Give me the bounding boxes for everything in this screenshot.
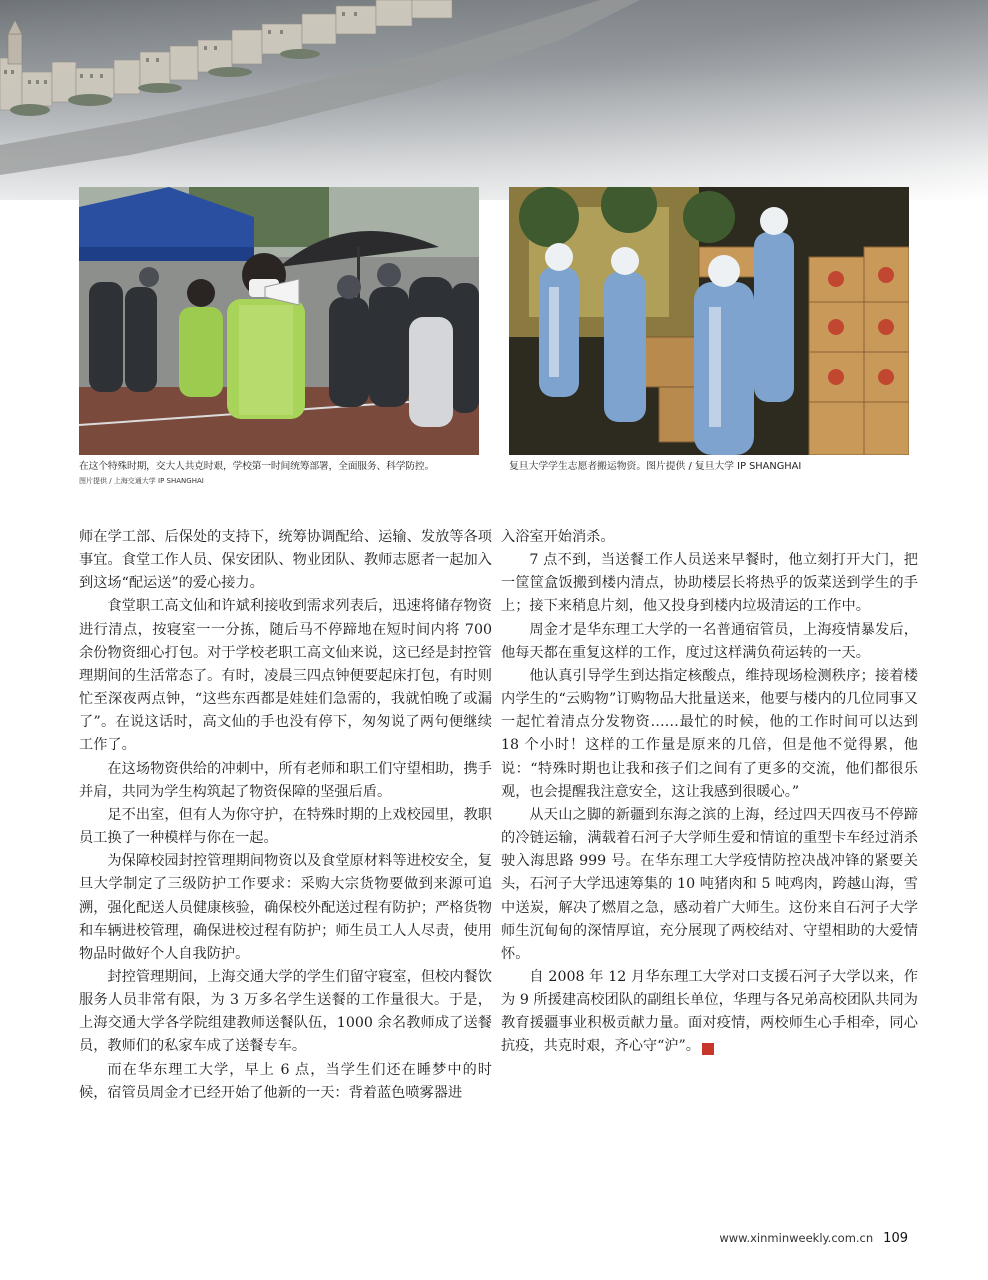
paragraph-text: 自 2008 年 12 月华东理工大学对口支援石河子大学以来，作为 9 所援建高校团队的副组长单位，华理与各兄弟高校团队共同为教育援疆事业积极贡献力量。面对疫情，两校师生心手相牵，同心抗疫，共克时艰，齐心守“沪”。 (501, 968, 918, 1055)
photo-right-caption: 复旦大学学生志愿者搬运物资。图片提供 / 复旦大学 IP SHANGHAI (509, 461, 802, 472)
paragraph: 从天山之脚的新疆到东海之滨的上海，经过四天四夜马不停蹄的冷链运输，满载着石河子大学师生爱和情谊的重型卡车经过消杀驶入海思路 999 号。在华东理工大学疫情防控决战冲锋的紧要关头，石河子大学迅速筹集的 10 吨猪肉和 5 吨鸡肉，跨越山海，雪中送炭，解决了燃眉之急，感动着广大师生。这份来自石河子大学师生沉甸甸的深情厚谊，充分展现了两校结对、守望相助的大爱情怀。 (501, 806, 918, 962)
page-number: 109 (883, 1231, 908, 1246)
website-url: www.xinminweekly.com.cn (719, 1231, 874, 1245)
photo-left-caption: 在这个特殊时期，交大人共克时艰，学校第一时间统筹部署，全面服务、科学防控。 (79, 461, 435, 472)
article-end-mark-icon: 民 (702, 1043, 714, 1055)
paragraph: 封控管理期间，上海交通大学的学生们留守寝室，但校内餐饮服务人员非常有限，为 3 万多名学生送餐的工作量很大。于是，上海交通大学各学院组建教师送餐队伍，1000 余名教师成了送餐员，教师们的私家车成了送餐专车。 (79, 968, 492, 1055)
paragraph: 7 点不到，当送餐工作人员送来早餐时，他立刻打开大门，把一筐筐盒饭搬到楼内清点，协助楼层长将热乎的饭菜送到学生的手上；接下来稍息片刻，他又投身到楼内垃圾清运的工作中。 (501, 552, 918, 615)
paragraph: 周金才是华东理工大学的一名普通宿管员，上海疫情暴发后，他每天都在重复这样的工作，度过这样满负荷运转的一天。 (501, 621, 918, 661)
paragraph: 而在华东理工大学，早上 6 点，当学生们还在睡梦中的时候，宿管员周金才已经开始了他新的一天：背着蓝色喷雾器进 (79, 1061, 492, 1101)
last-paragraph (501, 966, 918, 1059)
photo-left-credit: 图片提供 / 上海交通大学 IP SHANGHAI (79, 477, 204, 485)
skyline-illustration (0, 0, 988, 200)
photo-fudan-volunteers (509, 187, 909, 455)
paragraph: 他认真引导学生到达指定核酸点，维持现场检测秩序；接着楼内学生的“云购物”订购物品大批量送来，他要与楼内的几位同事又一起忙着清点分发物资……最忙的时候，他的工作时间可以达到 18 个小时！这样的工作量是原来的几倍，但是他不觉得累，他说：“特殊时期也让我和孩子们之间有了更多的交流，他们都很乐观，也会提醒我注意安全，这让我感到很暖心。” (501, 667, 918, 800)
header-banner-image (0, 0, 988, 200)
photo-sjtu-volunteers (79, 187, 479, 455)
page-footer (719, 1227, 908, 1246)
paragraph: 食堂职工高文仙和许斌利接收到需求列表后，迅速将储存物资进行清点，按寝室一一分拣，随后马不停蹄地在短时间内将 700 余份物资细心打包。对于学校老职工高文仙来说，这已经是封控管理期间的生活常态了。有时，凌晨三四点钟便要起床打包，有时则忙至深夜两点钟，“这些东西都是娃娃们急需的，我就怕晚了或漏了”。在说这话时，高文仙的手也没有停下，匆匆说了两句便继续工作了。 (79, 598, 492, 754)
paragraph: 在这场物资供给的冲刺中，所有老师和职工们守望相助，携手并肩，共同为学生构筑起了物资保障的坚强后盾。 (79, 760, 492, 800)
paragraph: 为保障校园封控管理期间物资以及食堂原材料等进校安全，复旦大学制定了三级防护工作要求：采购大宗货物要做到来源可追溯，强化配送人员健康核验，确保校外配送过程有防护；严格货物和车辆进校管理，确保进校过程有防护；师生员工人人尽责，使用物品时做好个人自我防护。 (79, 853, 492, 962)
paragraph: 师在学工部、后保处的支持下，统筹协调配给、运输、发放等各项事宜。食堂工作人员、保安团队、物业团队、教师志愿者一起加入到这场“配运送”的爱心接力。 (79, 529, 492, 592)
article-column-right (501, 526, 918, 1059)
article-column-left (79, 526, 492, 1105)
paragraph: 足不出室，但有人为你守护，在特殊时期的上戏校园里，教职员工换了一种模样与你在一起。 (79, 806, 492, 847)
paragraph: 入浴室开始消杀。 (501, 529, 615, 545)
